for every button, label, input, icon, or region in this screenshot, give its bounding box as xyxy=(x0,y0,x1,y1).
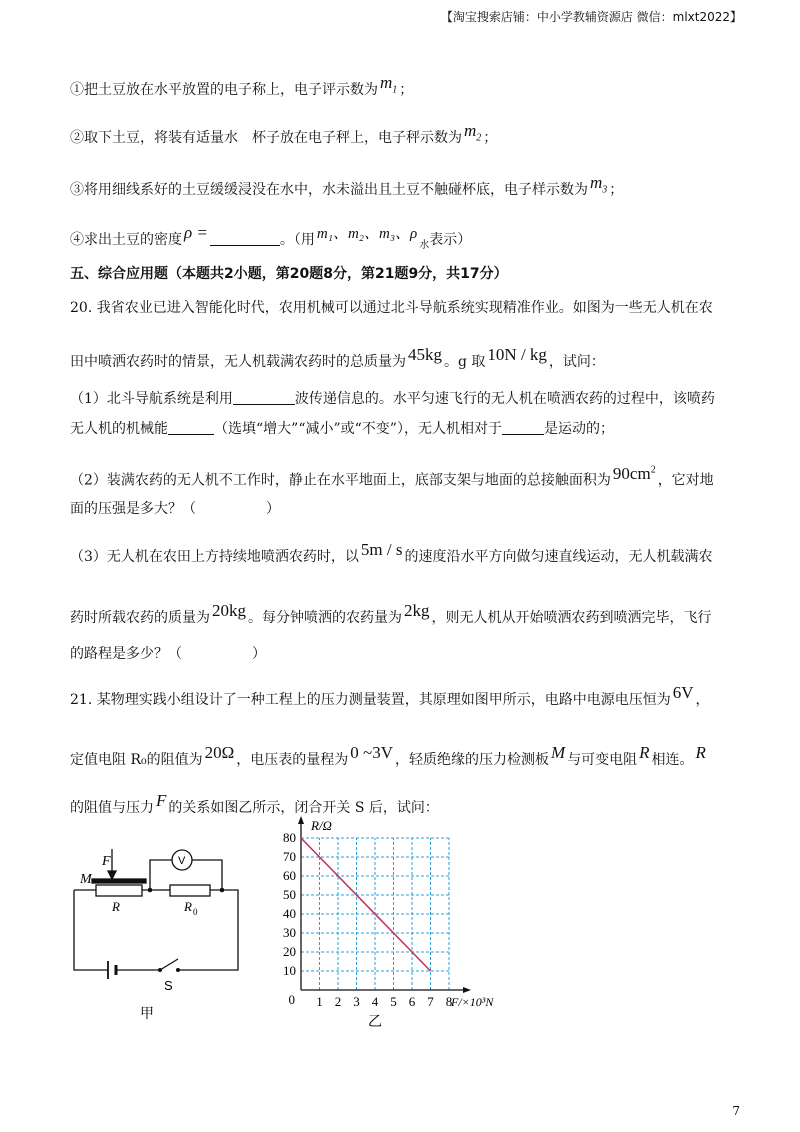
label-R0: R xyxy=(184,899,192,914)
q20-part-3b: 药时所载农药的质量为 20kg 。每分钟喷洒的农药量为 2kg ，则无人机从开始喷洒农药到喷洒完毕，飞行 xyxy=(70,601,712,626)
label-R: R xyxy=(112,899,120,914)
step-3: ③将用细线系好的土豆缓缓浸没在水中，水未溢出且土豆不触碰杯底，电子样示数为 $m_3$ ； xyxy=(70,173,624,198)
y-tick-label: 20 xyxy=(283,944,296,959)
label-F: F xyxy=(102,854,111,869)
x-tick-label: 2 xyxy=(334,994,342,1009)
y-tick-label: 80 xyxy=(283,830,296,845)
y-tick-label: 50 xyxy=(283,887,296,902)
label-R0-sub: 0 xyxy=(193,907,198,917)
q20-part-1a: （1）北斗导航系统是利用 波传递信息的。水平匀速飞行的无人机在喷洒农药的过程中，该喷药 xyxy=(70,391,715,407)
step-1: ①把土豆放在水平放置的电子称上，电子评示数为 $m_1$ ； xyxy=(70,73,414,98)
q20-part-2b: 面的压强是多大？（ ） xyxy=(70,501,280,517)
y-tick-label: 10 xyxy=(283,963,296,978)
step-4: ④求出土豆的密度 ρ = 。（用 m₁、m₂、m₃、$\rho_水$表示） xyxy=(70,223,472,251)
x-tick-label: 5 xyxy=(390,994,397,1009)
x-tick-label: 1 xyxy=(316,994,323,1009)
x-axis-arrow xyxy=(463,987,471,993)
circuit-diagram xyxy=(60,835,260,1025)
q21-line-3: 的阻值与压力 F 的关系如图乙所示，闭合开关 S 后，试问： xyxy=(70,791,439,816)
series-line xyxy=(301,838,431,971)
q20-part-3a: （3）无人机在农田上方持续地喷洒农药时，以 5m / s 的速度沿水平方向做匀速直线运动，无人机载满农 xyxy=(70,540,713,565)
y-tick-label: 70 xyxy=(283,849,296,864)
y-tick-label: 40 xyxy=(283,906,296,921)
q20-line-1: 20. 我省农业已进入智能化时代，农用机械可以通过北斗导航系统实现精准作业。如图为一些无人机在农 xyxy=(70,300,713,316)
step-2: ②取下土豆，将装有适量水 杯子放在电子秤上，电子秤示数为 $m_2$ ； xyxy=(70,121,498,146)
q21-line-1: 21. 某物理实践小组设计了一种工程上的压力测量装置，其原理如图甲所示，电路中电源电压恒为 6V ， xyxy=(70,683,710,708)
x-tick-label: 3 xyxy=(353,994,360,1009)
y-axis-label: R/Ω xyxy=(311,818,332,833)
q20-line-2: 田中喷洒农药时的情景，无人机载满农药时的总质量为 45kg 。g 取 10N / kg ，试问： xyxy=(70,345,605,370)
x-axis-label: F/×10³N xyxy=(451,995,494,1009)
label-M: M xyxy=(80,872,92,887)
y-axis-arrow xyxy=(298,816,304,824)
label-V: V xyxy=(178,855,186,867)
x-tick-label: 6 xyxy=(408,994,416,1009)
caption-yi: 乙 xyxy=(368,1014,382,1030)
origin-label: 0 xyxy=(288,992,295,1007)
q20-part-2a: （2）装满农药的无人机不工作时，静止在水平地面上，底部支架与地面的总接触面积为 $90cm^2$，它对地 xyxy=(70,463,714,489)
q21-line-2: 定值电阻 R₀的阻值为 20Ω ，电压表的量程为 0 ~3V ，轻质绝缘的压力检测板 M 与可变电阻 R 相连。 R xyxy=(70,743,706,768)
section-title: 五、综合应用题（本题共2小题，第20题8分，第21题9分，共17分） xyxy=(70,266,508,282)
x-tick-label: 7 xyxy=(427,994,434,1009)
x-tick-label: 4 xyxy=(371,994,379,1009)
page-header: 【淘宝搜索店铺：中小学教辅资源店 微信：mlxt2022】 xyxy=(440,10,742,24)
q20-part-3c: 的路程是多少？（ ） xyxy=(70,646,266,662)
graph-r-vs-f xyxy=(265,812,530,1037)
y-tick-label: 60 xyxy=(283,868,296,883)
q20-part-1b: 无人机的机械能 （选填“增大”“减小”或“不变”），无人机相对于 是运动的； xyxy=(70,421,614,437)
caption-jia: 甲 xyxy=(140,1006,154,1022)
y-tick-label: 30 xyxy=(283,925,296,940)
label-S: S xyxy=(164,978,173,993)
x-tick-label: 8 xyxy=(445,994,453,1009)
page-number: 7 xyxy=(732,1104,740,1118)
